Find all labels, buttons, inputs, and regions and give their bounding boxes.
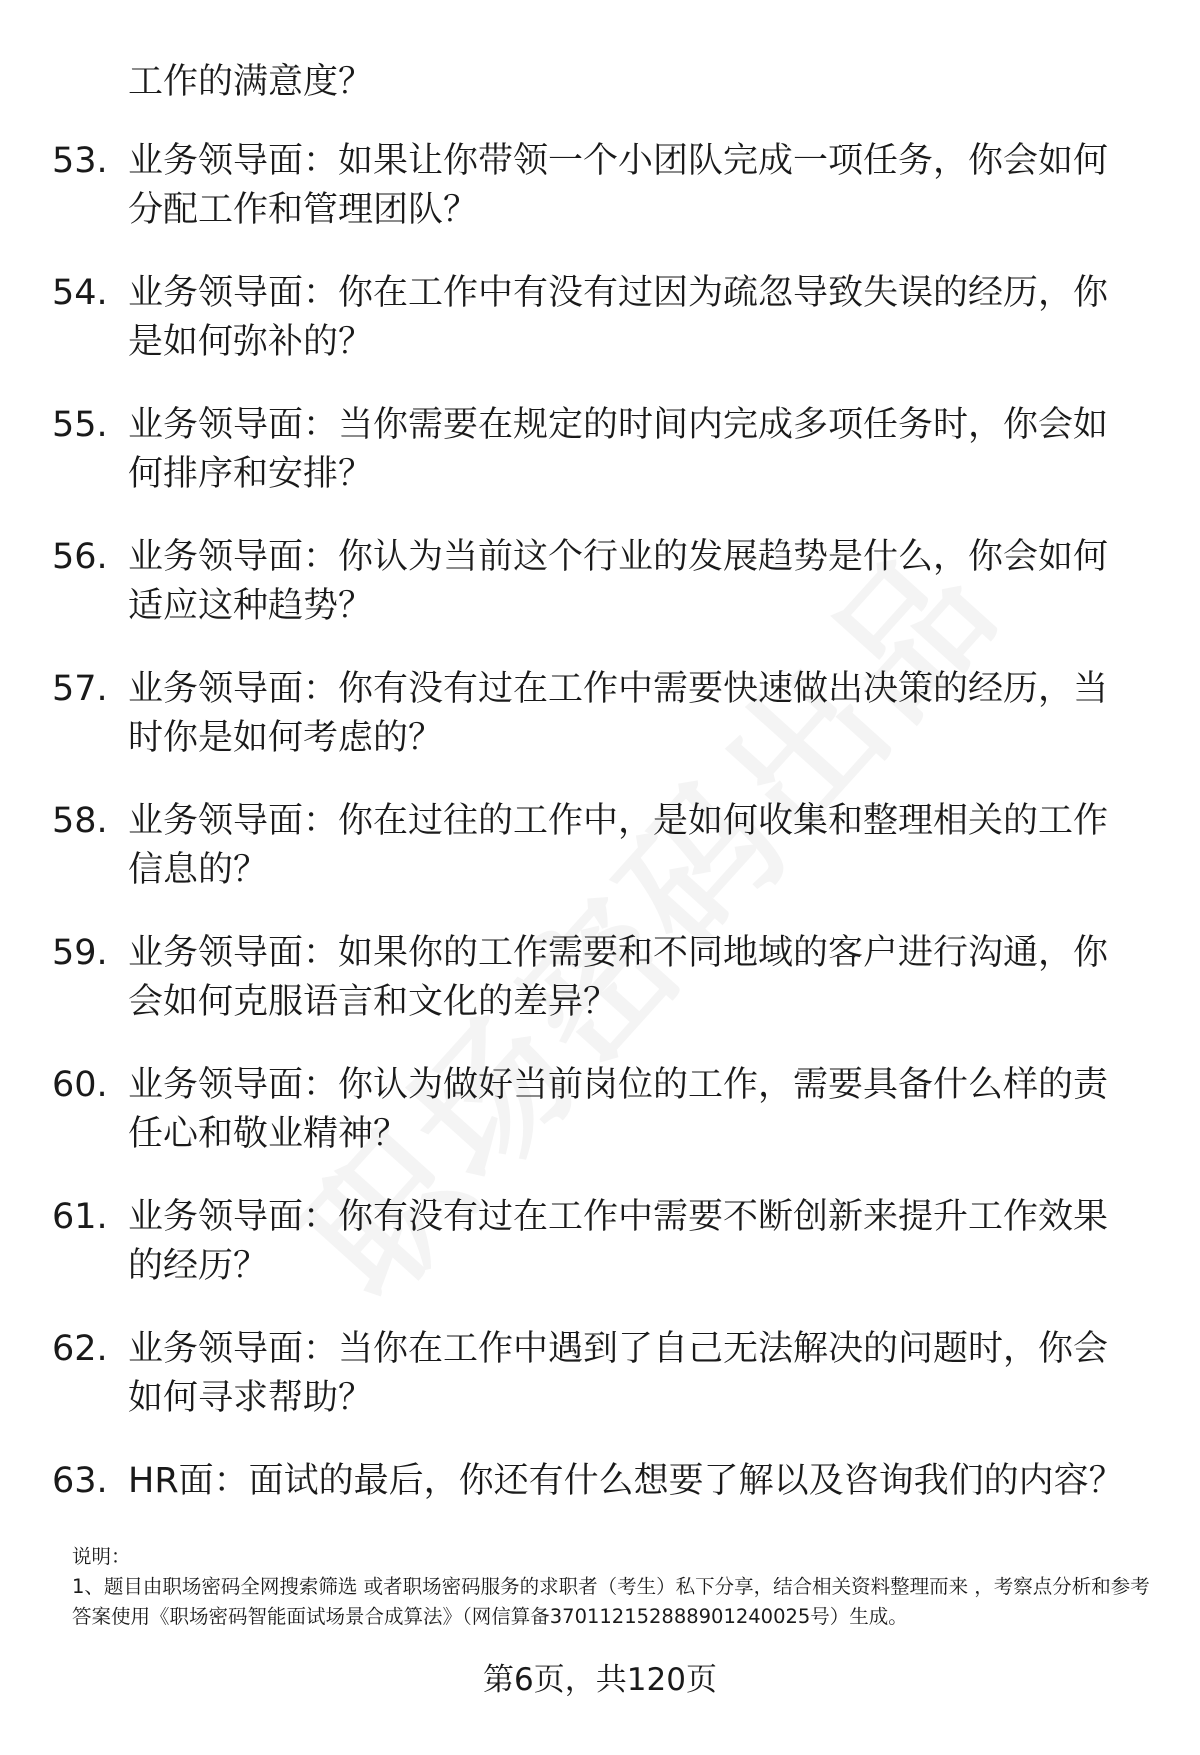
question-text: 业务领导面：你在工作中有没有过因为疏忽导致失误的经历，你是如何弥补的？ xyxy=(128,273,1109,362)
page-footer: 第6页，共120页 xyxy=(483,1662,717,1698)
question-number: 63. xyxy=(52,1461,108,1501)
question-item xyxy=(0,137,1200,235)
question-item xyxy=(0,797,1200,895)
question-item xyxy=(0,401,1200,499)
question-item xyxy=(0,1061,1200,1159)
question-item xyxy=(0,533,1200,631)
question-number: 53. xyxy=(52,141,108,181)
notes-section xyxy=(72,1542,1152,1632)
question-number: 59. xyxy=(52,933,108,973)
question-item xyxy=(0,1193,1200,1291)
question-number: 58. xyxy=(52,801,108,841)
question-number: 61. xyxy=(52,1197,108,1237)
question-text: 业务领导面：你在过往的工作中，是如何收集和整理相关的工作信息的？ xyxy=(128,801,1109,890)
question-number: 55. xyxy=(52,405,108,445)
question-text: 业务领导面：你有没有过在工作中需要快速做出决策的经历，当时你是如何考虑的？ xyxy=(128,669,1109,758)
question-text: 业务领导面：当你在工作中遇到了自己无法解决的问题时，你会如何寻求帮助？ xyxy=(128,1329,1109,1418)
question-number: 57. xyxy=(52,669,108,709)
question-number: 54. xyxy=(52,273,108,313)
question-continuation xyxy=(0,58,1200,107)
question-item xyxy=(0,269,1200,367)
question-number: 62. xyxy=(52,1329,108,1369)
question-text: 业务领导面：你有没有过在工作中需要不断创新来提升工作效果的经历？ xyxy=(128,1197,1109,1286)
question-number: 56. xyxy=(52,537,108,577)
question-text: 工作的满意度？ xyxy=(128,62,374,102)
question-text: 业务领导面：你认为当前这个行业的发展趋势是什么，你会如何适应这种趋势？ xyxy=(128,537,1109,626)
question-text: 业务领导面：如果让你带领一个小团队完成一项任务，你会如何分配工作和管理团队？ xyxy=(128,141,1109,230)
question-text: HR面：面试的最后，你还有什么想要了解以及咨询我们的内容？ xyxy=(128,1461,1124,1501)
question-text: 业务领导面：如果你的工作需要和不同地域的客户进行沟通，你会如何克服语言和文化的差异？ xyxy=(128,933,1109,1022)
question-item xyxy=(0,929,1200,1027)
question-text: 业务领导面：你认为做好当前岗位的工作，需要具备什么样的责任心和敬业精神？ xyxy=(128,1065,1109,1154)
question-list xyxy=(0,58,1200,1540)
question-item xyxy=(0,665,1200,763)
notes-title: 说明： xyxy=(72,1545,131,1568)
question-item xyxy=(0,1325,1200,1423)
question-number: 60. xyxy=(52,1065,108,1105)
notes-body: 1、题目由职场密码全网搜索筛选 或者职场密码服务的求职者（考生）私下分享，结合相关资料整理而来 ，考察点分析和参考答案使用《职场密码智能面试场景合成算法》（网信算备370112152888901240025号）生成。 xyxy=(72,1575,1150,1628)
question-item xyxy=(0,1457,1200,1506)
question-text: 业务领导面：当你需要在规定的时间内完成多项任务时，你会如何排序和安排？ xyxy=(128,405,1109,494)
